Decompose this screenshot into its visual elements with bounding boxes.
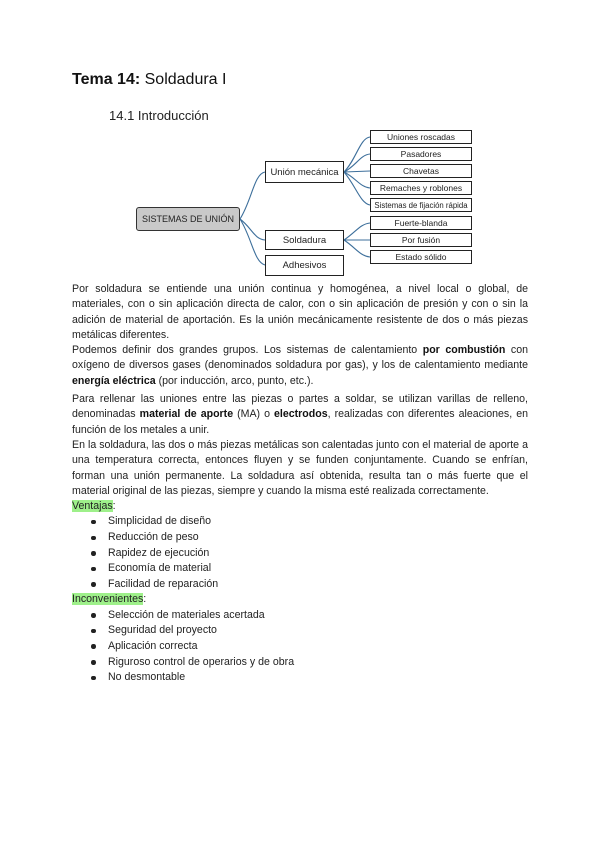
paragraph-4: En la soldadura, las dos o más piezas metálicas son calentadas junto con el material de aporte a una temperatura correcta, entonces fluyen y se funden conjuntamente. Cuando se enfrían, forman una unión permanente. La soldadura así obtenida, resulta tan o más fuerte que el material original de las piezas, siempre y cuando la misma esté realizada correctamente. xyxy=(72,438,528,497)
union-systems-diagram xyxy=(0,0,600,290)
connector-soldadura-3 xyxy=(344,240,370,257)
connector-root-adhesivos xyxy=(240,219,265,265)
connector-mecanica-3 xyxy=(344,171,370,172)
connector-mecanica-1 xyxy=(344,137,370,172)
leaf-por-fusion: Por fusión xyxy=(370,233,472,247)
p2-text-c: con oxígeno de diversos gases (denominados soldadura por gas), y los de calentamiento mediante xyxy=(72,344,528,372)
list-item: Simplicidad de diseño xyxy=(72,514,528,530)
root-box: SISTEMAS DE UNIÓN xyxy=(136,207,240,231)
list-item: Aplicación correcta xyxy=(72,639,528,655)
inconvenientes-heading: Inconvenientes: xyxy=(72,593,147,606)
title-bold: Tema 14: xyxy=(72,71,141,88)
connector-mecanica-5 xyxy=(344,172,370,205)
leaf-remaches: Remaches y roblones xyxy=(370,181,472,195)
p2-text-e: (por inducción, arco, punto, etc.). xyxy=(155,374,314,387)
inconvenientes-list xyxy=(72,608,528,686)
list-item: Seguridad del proyecto xyxy=(72,623,528,639)
body-text xyxy=(72,282,528,686)
list-item: Economía de material xyxy=(72,561,528,577)
leaf-chavetas: Chavetas xyxy=(370,164,472,178)
branch-adhesivos: Adhesivos xyxy=(265,255,344,276)
p2-bold-energia: energía eléctrica xyxy=(72,374,156,387)
connector-mecanica-2 xyxy=(344,154,370,172)
title-rest: Soldadura I xyxy=(140,71,227,88)
list-item: Facilidad de reparación xyxy=(72,577,528,593)
p3-text-c: (MA) o xyxy=(233,408,275,421)
list-item: No desmontable xyxy=(72,670,528,686)
leaf-uniones-roscadas: Uniones roscadas xyxy=(370,130,472,144)
section-heading: 14.1 Introducción xyxy=(109,108,209,123)
branch-soldadura: Soldadura xyxy=(265,230,344,250)
connector-mecanica-4 xyxy=(344,172,370,188)
ventajas-list xyxy=(72,514,528,592)
connector-root-soldadura xyxy=(240,219,265,240)
inconvenientes-label: Inconvenientes xyxy=(72,593,144,606)
p3-bold-material: material de aporte xyxy=(139,408,234,421)
list-item: Reducción de peso xyxy=(72,530,528,546)
leaf-pasadores: Pasadores xyxy=(370,147,472,161)
leaf-fuerte-blanda: Fuerte-blanda xyxy=(370,216,472,230)
p2-bold-combustion: por combustión xyxy=(422,344,506,357)
p3-bold-electrodos: electrodos xyxy=(274,408,328,421)
connector-soldadura-1 xyxy=(344,223,370,240)
p2-text-a: Podemos definir dos grandes grupos. Los sistemas de calentamiento xyxy=(72,344,423,357)
paragraph-1: Por soldadura se entiende una unión continua y homogénea, a nivel local o global, de materiales, con o sin aplicación directa de calor, con o sin aplicación de presión y con o sin la adición de material de aportación. Es la unión mecánicamente resistente de dos o más piezas metálicas diferentes. xyxy=(72,283,528,341)
paragraph-2 xyxy=(72,343,528,389)
paragraph-3 xyxy=(72,392,528,438)
list-item: Riguroso control de operarios y de obra xyxy=(72,655,528,671)
ventajas-heading: Ventajas: xyxy=(72,500,116,513)
connector-root-mecanica xyxy=(240,172,265,219)
branch-mecanica: Unión mecánica xyxy=(265,161,344,183)
ventajas-label: Ventajas xyxy=(72,500,113,513)
p3-text-e: , realizadas con diferentes aleaciones, en función de los metales a unir. xyxy=(72,408,528,436)
p3-text-a: Para rellenar las uniones entre las piezas o partes a soldar, se utilizan varillas de relleno, denominadas xyxy=(72,393,528,421)
leaf-fijacion-rapida: Sistemas de fijación rápida xyxy=(370,198,472,212)
leaf-estado-solido: Estado sólido xyxy=(370,250,472,264)
list-item: Selección de materiales acertada xyxy=(72,608,528,624)
list-item: Rapidez de ejecución xyxy=(72,546,528,562)
